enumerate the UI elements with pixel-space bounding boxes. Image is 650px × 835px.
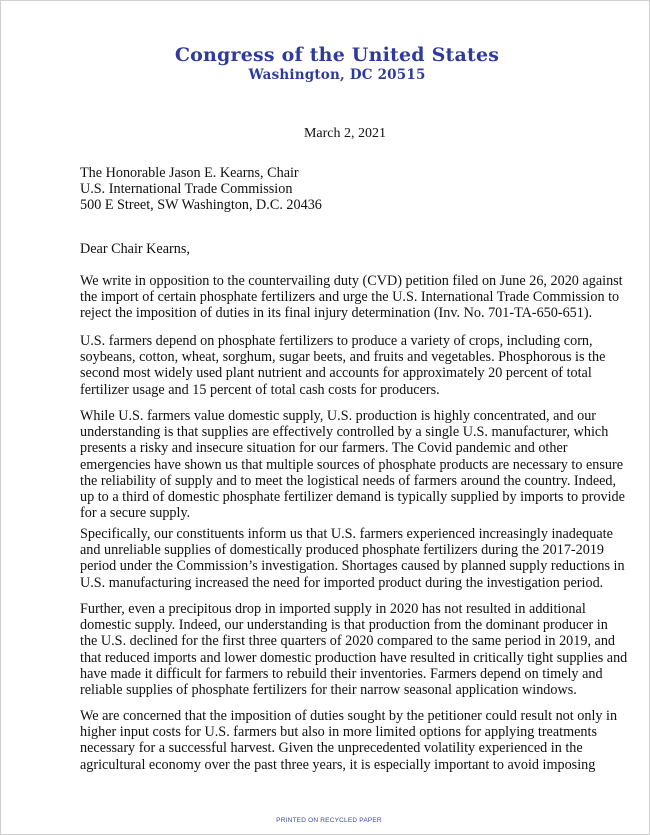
paragraph-line: agricultural economy over the past three years, it is especially important to avoid imposing: [80, 756, 596, 773]
paragraph-line: Specifically, our constituents inform us that U.S. farmers experienced increasingly inadequate: [80, 526, 613, 542]
paragraph-line: fertilizer usage and 15 percent of total cash costs for producers.: [80, 381, 440, 398]
salutation: Dear Chair Kearns,: [80, 241, 190, 257]
body-paragraph: [80, 708, 618, 773]
paragraph-line: for a secure supply.: [80, 505, 191, 522]
paragraph-line: We are concerned that the imposition of duties sought by the petitioner could result not only in: [80, 708, 618, 724]
paragraph-line: period under the Commission’s investigation. Shortages caused by planned supply reductions in: [80, 558, 625, 575]
body-paragraph: [80, 273, 623, 322]
paragraph-line: While U.S. farmers value domestic supply, U.S. production is highly concentrated, and our: [80, 408, 597, 424]
body-paragraph: [80, 601, 628, 699]
paragraph-line: up to a third of domestic phosphate fertilizer demand is typically supplied by imports to provide: [80, 489, 625, 506]
body-paragraph: [80, 526, 625, 591]
paragraph-line: understanding is that supplies are effectively controlled by a single U.S. manufacturer, which: [80, 424, 609, 441]
paragraph-line: necessary for a successful harvest. Given the unprecedented volatility experienced in the: [80, 740, 583, 757]
paragraph-line: We write in opposition to the countervailing duty (CVD) petition filed on June 26, 2020 against: [80, 273, 623, 289]
paragraph-line: the reliability of supply and to meet the logistical needs of farmers around the country. Indeed,: [80, 472, 617, 489]
paragraph-line: and unreliable supplies of domestically produced phosphate fertilizers during the 2017-2019: [80, 542, 605, 559]
paragraph-line: reject the imposition of duties in its final injury determination (Inv. No. 701-TA-650-651).: [80, 305, 593, 322]
paragraph-line: soybeans, cotton, wheat, sorghum, sugar beets, and fruits and vegetables. Phosphorous is the: [80, 349, 606, 366]
body-paragraph: [80, 333, 606, 398]
paragraph-line: U.S. manufacturing increased the need for imported product during the investigation period.: [80, 574, 604, 591]
paragraph-line: second most widely used plant nutrient and accounts for approximately 20 percent of total: [80, 365, 592, 382]
recycled-paper-notice: PRINTED ON RECYCLED PAPER: [276, 817, 382, 824]
paragraph-line: the U.S. declined for the first three quarters of 2020 compared to the same period in 2019, and: [80, 633, 616, 650]
recipient-line: The Honorable Jason E. Kearns, Chair: [80, 165, 299, 181]
paragraph-line: higher input costs for U.S. farmers but also in more limited options for applying treatments: [80, 724, 597, 741]
letter-date: March 2, 2021: [303, 126, 387, 141]
paragraph-line: domestic supply. Indeed, our understanding is that production from the dominant producer in: [80, 617, 608, 634]
paragraph-line: emergencies have shown us that multiple sources of phosphate products are necessary to ensure: [80, 456, 624, 473]
paragraph-line: reliable supplies of phosphate fertilizers for their narrow seasonal application windows.: [80, 682, 577, 699]
paragraph-line: that reduced imports and lower domestic production have resulted in critically tight supplies and: [80, 649, 628, 666]
paragraph-line: have made it difficult for farmers to rebuild their inventories. Farmers depend on timely and: [80, 665, 603, 682]
recipient-address: [80, 165, 600, 214]
recipient-line: 500 E Street, SW Washington, D.C. 20436: [80, 197, 322, 214]
paragraph-line: the import of certain phosphate fertilizers and urge the U.S. International Trade Commission to: [80, 289, 620, 306]
paragraph-line: presents a risky and insecure situation for our farmers. The Covid pandemic and other: [80, 440, 568, 457]
recipient-line: U.S. International Trade Commission: [80, 181, 293, 198]
letterhead-title: Congress of the United States: [174, 44, 500, 66]
letterhead-address: Washington, DC 20515: [248, 67, 426, 83]
paragraph-line: Further, even a precipitous drop in imported supply in 2020 has not resulted in additional: [80, 601, 586, 617]
body-paragraph: [80, 408, 625, 522]
paragraph-line: U.S. farmers depend on phosphate fertilizers to produce a variety of crops, including corn,: [80, 333, 593, 349]
